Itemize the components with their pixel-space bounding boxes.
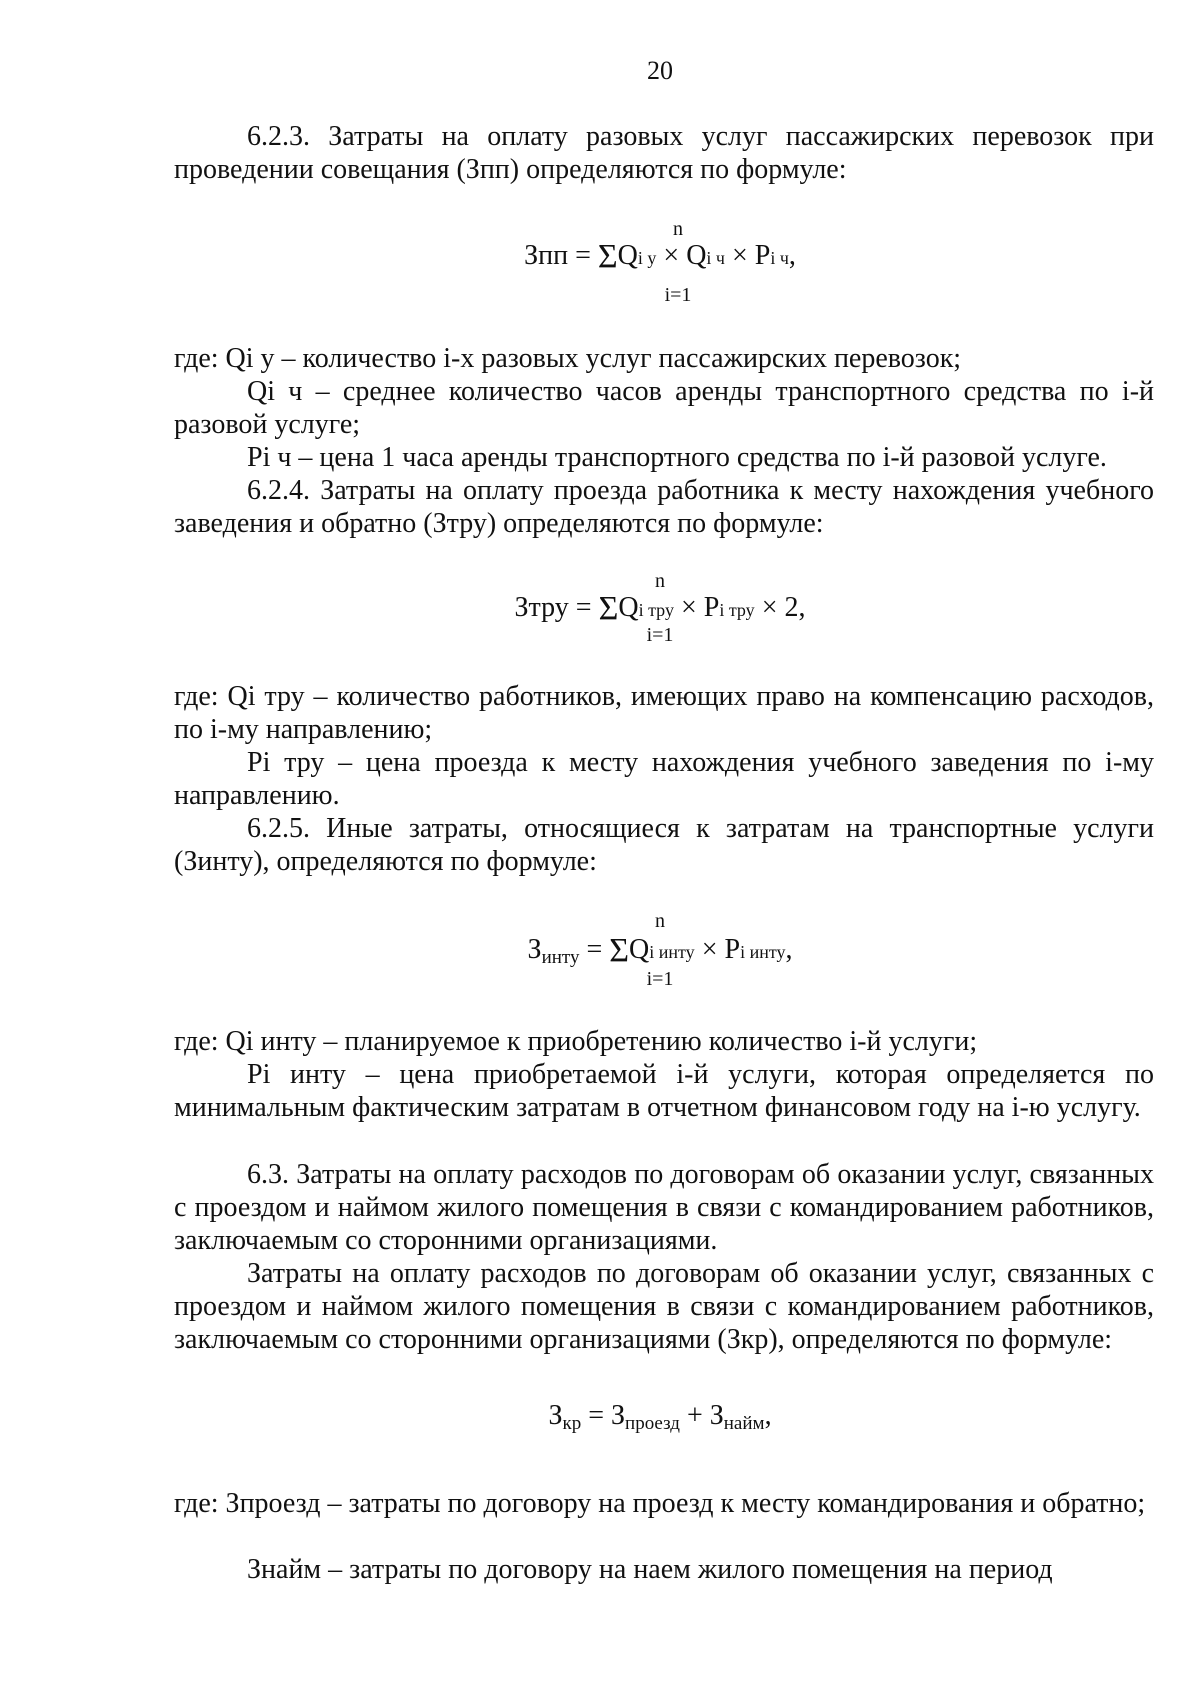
formula-subscript: i ч [706, 248, 725, 268]
formula-subscript: i тру [638, 600, 674, 620]
formula-term: × Q [663, 240, 707, 271]
sum-upper-limit: n [655, 570, 665, 592]
formula-term: Q [617, 240, 638, 271]
formula-equals: = [575, 240, 591, 271]
paragraph-6-2-4: 6.2.4. Затраты на оплату проезда работника к месту нахождения учебного заведения и обратно (Зтру) определяются по формуле: [174, 475, 1154, 539]
formula-end: × 2, [761, 592, 806, 623]
formula-subscript: инту [541, 947, 580, 968]
formula-end: , [788, 240, 796, 271]
definition-line: где: Зпроезд – затраты по договору на проезд к месту командирования и обратно; [174, 1488, 1146, 1519]
formula-lhs: З [548, 1400, 563, 1431]
formula-line [0, 1400, 1200, 1435]
formula-equals: = [586, 934, 603, 965]
sigma-symbol: Σ [598, 590, 619, 627]
paragraph-6-2-3: 6.2.3. Затраты на оплату разовых услуг пассажирских перевозок при проведении совещания (Зпп) определяются по формуле: [174, 121, 1154, 185]
definition-line: где: Qi инту – планируемое к приобретению количество i-й услуги; [174, 1026, 978, 1057]
sum-upper-limit: n [655, 910, 665, 932]
definition-line: Qi ч – среднее количество часов аренды транспортного средства по i-й разовой услуге; [174, 376, 1154, 440]
sum-upper-limit: n [673, 218, 683, 240]
paragraph-6-3-formula-intro: Затраты на оплату расходов по договорам об оказании услуг, связанных с проездом и наймом жилого помещения в связи с командированием работников, заключаемым со сторонними организациями (Зкр), определяются по формуле: [174, 1258, 1154, 1355]
sigma-symbol: Σ [609, 932, 630, 969]
sum-lower-limit: i=1 [664, 284, 692, 306]
formula-lhs: Зпп [524, 240, 569, 271]
formula-end: , [785, 934, 793, 965]
formula-lhs: Зтру [514, 592, 569, 623]
formula-subscript: проезд [625, 1413, 680, 1434]
paragraph-6-2-5: 6.2.5. Иные затраты, относящиеся к затратам на транспортные услуги (Зинту), определяются по формуле: [174, 813, 1154, 877]
formula-equals: = [575, 592, 592, 623]
definition-line: где: Qi у – количество i-х разовых услуг пассажирских перевозок; [174, 343, 962, 374]
paragraph-6-3: 6.3. Затраты на оплату расходов по договорам об оказании услуг, связанных с проездом и наймом жилого помещения в связи с командированием работников, заключаемым со сторонними организациями. [174, 1159, 1154, 1256]
formula-line [0, 590, 1200, 628]
definition-line: Pi инту – цена приобретаемой i-й услуги, которая определяется по минимальным фактическим затратам в отчетном финансовом году на i-ю услугу. [174, 1059, 1154, 1123]
formula-subscript: i тру [719, 600, 755, 620]
formula-end: , [764, 1400, 772, 1431]
formula-subscript: i у [637, 248, 657, 268]
formula-subscript: i инту [649, 942, 695, 962]
formula-subscript: i инту [740, 942, 786, 962]
formula-term: × P [680, 592, 720, 623]
formula-line [0, 238, 1200, 276]
definition-line: Pi тру – цена проезда к месту нахождения учебного заведения по i-му направлению. [174, 747, 1154, 811]
formula-term: × P [731, 240, 771, 271]
sum-lower-limit: i=1 [646, 968, 674, 990]
formula-lhs: З [527, 934, 542, 965]
sigma-symbol: Σ [597, 238, 618, 275]
formula-line [0, 932, 1200, 970]
formula-term: = З [588, 1400, 626, 1431]
definition-line: Знайм – затраты по договору на наем жилого помещения на период [247, 1554, 1053, 1585]
formula-term: Q [618, 592, 639, 623]
definition-line: где: Qi тру – количество работников, имеющих право на компенсацию расходов, по i-му направлению; [174, 681, 1154, 745]
formula-subscript: кр [562, 1413, 582, 1434]
formula-term: × P [701, 934, 741, 965]
formula-subscript: i ч [770, 248, 789, 268]
definition-line: Pi ч – цена 1 часа аренды транспортного средства по i-й разовой услуге. [247, 442, 1107, 473]
formula-term: + З [686, 1400, 724, 1431]
formula-subscript: найм [723, 1413, 765, 1434]
page-number: 20 [647, 56, 673, 85]
formula-term: Q [629, 934, 650, 965]
sum-lower-limit: i=1 [646, 624, 674, 646]
